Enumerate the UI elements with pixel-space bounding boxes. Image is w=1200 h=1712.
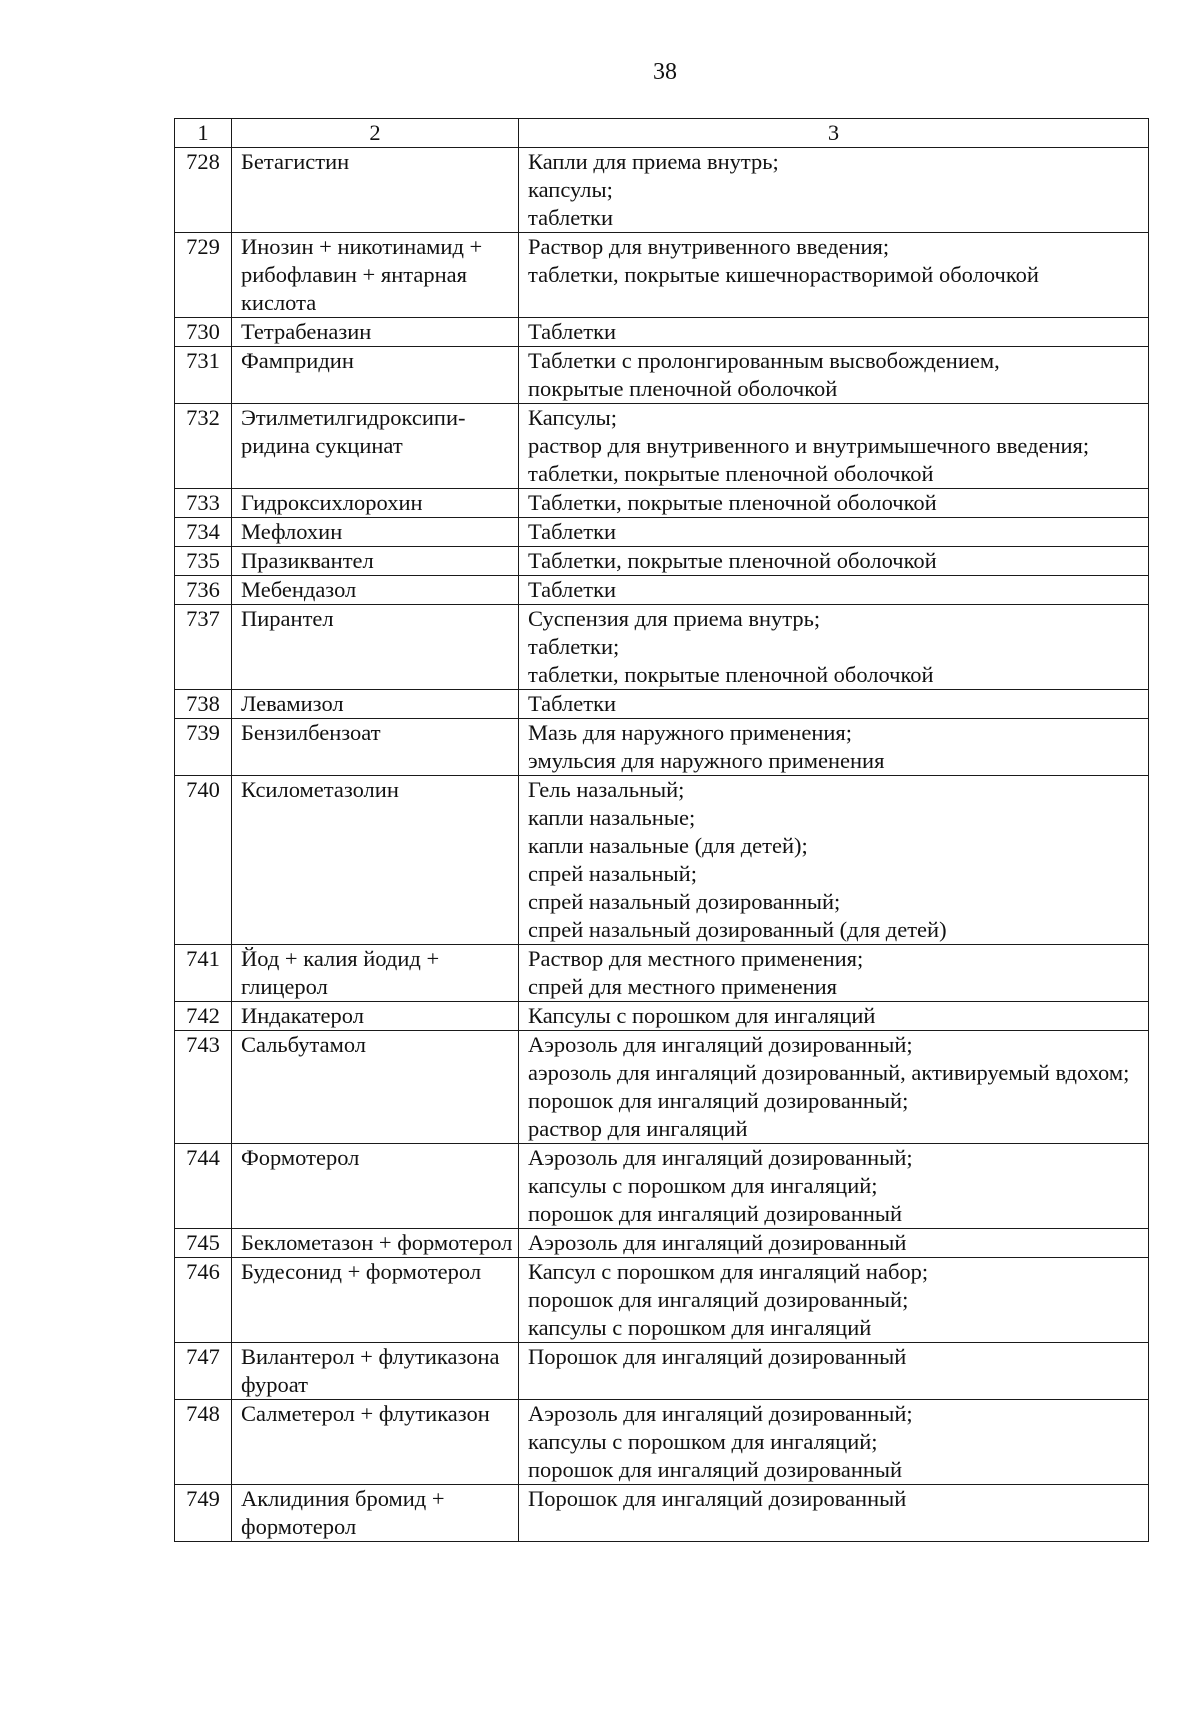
dosage-form-line: капли назальные; — [528, 805, 696, 830]
table-row — [175, 1400, 1149, 1485]
dosage-form-line: капсулы с порошком для ингаляций — [528, 1315, 872, 1340]
dosage-form-line: капли назальные (для детей); — [528, 833, 808, 858]
row-number: 735 — [175, 547, 232, 576]
dosage-form-line: Таблетки — [528, 577, 617, 602]
dosage-form-line: эмульсия для наружного применения — [528, 748, 885, 773]
dosage-form-line: таблетки — [528, 205, 614, 230]
dosage-forms — [519, 1258, 1149, 1343]
dosage-forms — [519, 347, 1149, 404]
drug-name: Мефлохин — [232, 518, 519, 547]
dosage-form-line: Раствор для внутривенного введения; — [528, 234, 890, 259]
dosage-forms — [519, 576, 1149, 605]
table-row — [175, 719, 1149, 776]
dosage-forms — [519, 1229, 1149, 1258]
drug-name: Мебендазол — [232, 576, 519, 605]
table-row — [175, 605, 1149, 690]
dosage-form-line: Капли для приема внутрь; — [528, 149, 779, 174]
dosage-form-line: Аэрозоль для ингаляций дозированный — [528, 1230, 907, 1255]
column-header-name: 2 — [232, 119, 519, 148]
row-number: 730 — [175, 318, 232, 347]
dosage-form-line: покрытые пленочной оболочкой — [528, 376, 838, 401]
drug-name: Фампридин — [232, 347, 519, 404]
dosage-forms — [519, 945, 1149, 1002]
drug-name: Левамизол — [232, 690, 519, 719]
dosage-form-line: Капсулы; — [528, 405, 617, 430]
table-row — [175, 1343, 1149, 1400]
row-number: 740 — [175, 776, 232, 945]
drug-name: Вилантерол + флутиказона фуроат — [232, 1343, 519, 1400]
row-number: 729 — [175, 233, 232, 318]
table-row — [175, 776, 1149, 945]
drug-name: Йод + калия йодид + глицерол — [232, 945, 519, 1002]
row-number: 746 — [175, 1258, 232, 1343]
row-number: 743 — [175, 1031, 232, 1144]
drug-name: Гидроксихлорохин — [232, 489, 519, 518]
dosage-forms — [519, 776, 1149, 945]
dosage-form-line: таблетки, покрытые кишечнорастворимой оболочкой — [528, 262, 1039, 287]
table-row — [175, 576, 1149, 605]
dosage-form-line: таблетки, покрытые пленочной оболочкой — [528, 662, 934, 687]
table-row — [175, 489, 1149, 518]
drug-name: Тетрабеназин — [232, 318, 519, 347]
dosage-form-line: порошок для ингаляций дозированный — [528, 1457, 903, 1482]
dosage-form-line: Аэрозоль для ингаляций дозированный; — [528, 1401, 913, 1426]
dosage-form-line: раствор для ингаляций — [528, 1116, 748, 1141]
row-number: 738 — [175, 690, 232, 719]
dosage-form-line: Капсулы с порошком для ингаляций — [528, 1003, 876, 1028]
table-row — [175, 233, 1149, 318]
table-row — [175, 945, 1149, 1002]
row-number: 739 — [175, 719, 232, 776]
row-number: 748 — [175, 1400, 232, 1485]
table-row — [175, 1258, 1149, 1343]
table-row — [175, 518, 1149, 547]
row-number: 736 — [175, 576, 232, 605]
drug-name: Бензилбензоат — [232, 719, 519, 776]
dosage-form-line: спрей назальный дозированный; — [528, 889, 841, 914]
dosage-forms — [519, 318, 1149, 347]
table-row — [175, 1485, 1149, 1542]
drug-name: Беклометазон + формотерол — [232, 1229, 519, 1258]
header-row — [175, 119, 1149, 148]
dosage-form-line: порошок для ингаляций дозированный; — [528, 1088, 909, 1113]
table-row — [175, 1031, 1149, 1144]
dosage-forms — [519, 690, 1149, 719]
row-number: 749 — [175, 1485, 232, 1542]
dosage-form-line: Капсул с порошком для ингаляций набор; — [528, 1259, 929, 1284]
drug-name: Формотерол — [232, 1144, 519, 1229]
dosage-form-line: спрей назальный дозированный (для детей) — [528, 917, 947, 942]
drug-name: Сальбутамол — [232, 1031, 519, 1144]
drug-name: Празиквантел — [232, 547, 519, 576]
dosage-forms — [519, 518, 1149, 547]
row-number: 732 — [175, 404, 232, 489]
dosage-form-line: капсулы с порошком для ингаляций; — [528, 1429, 878, 1454]
table-row — [175, 148, 1149, 233]
dosage-forms — [519, 1343, 1149, 1400]
dosage-form-line: порошок для ингаляций дозированный — [528, 1201, 903, 1226]
dosage-form-line: Таблетки, покрытые пленочной оболочкой — [528, 490, 937, 515]
dosage-form-line: Таблетки — [528, 691, 617, 716]
dosage-form-line: Мазь для наружного применения; — [528, 720, 852, 745]
table-row — [175, 1002, 1149, 1031]
dosage-forms — [519, 404, 1149, 489]
table-row — [175, 1229, 1149, 1258]
drug-table — [174, 118, 1149, 1542]
dosage-form-line: спрей для местного применения — [528, 974, 838, 999]
drug-name: Салметерол + флутиказон — [232, 1400, 519, 1485]
drug-name: Ксилометазолин — [232, 776, 519, 945]
row-number: 741 — [175, 945, 232, 1002]
dosage-forms — [519, 1400, 1149, 1485]
dosage-form-line: Таблетки — [528, 519, 617, 544]
dosage-forms — [519, 1485, 1149, 1542]
dosage-forms — [519, 148, 1149, 233]
row-number: 744 — [175, 1144, 232, 1229]
dosage-form-line: Аэрозоль для ингаляций дозированный; — [528, 1032, 913, 1057]
dosage-form-line: Порошок для ингаляций дозированный — [528, 1486, 907, 1511]
page-number: 38 — [653, 59, 677, 85]
drug-name: Индакатерол — [232, 1002, 519, 1031]
dosage-forms — [519, 605, 1149, 690]
dosage-form-line: Раствор для местного применения; — [528, 946, 864, 971]
drug-name: Аклидиния бромид + формотерол — [232, 1485, 519, 1542]
dosage-form-line: Таблетки — [528, 319, 617, 344]
dosage-form-line: Суспензия для приема внутрь; — [528, 606, 821, 631]
row-number: 734 — [175, 518, 232, 547]
dosage-forms — [519, 1144, 1149, 1229]
dosage-form-line: Таблетки с пролонгированным высвобождением, — [528, 348, 1000, 373]
table-row — [175, 547, 1149, 576]
dosage-form-line: Гель назальный; — [528, 777, 685, 802]
row-number: 728 — [175, 148, 232, 233]
drug-name: Пирантел — [232, 605, 519, 690]
row-number: 742 — [175, 1002, 232, 1031]
dosage-forms — [519, 233, 1149, 318]
dosage-form-line: аэрозоль для ингаляций дозированный, активируемый вдохом; — [528, 1060, 1130, 1085]
table-header — [175, 119, 1149, 148]
dosage-form-line: Порошок для ингаляций дозированный — [528, 1344, 907, 1369]
dosage-forms — [519, 1002, 1149, 1031]
table-row — [175, 347, 1149, 404]
drug-name: Этилметилгидроксипи-ридина сукцинат — [232, 404, 519, 489]
table-row — [175, 690, 1149, 719]
dosage-form-line: Таблетки, покрытые пленочной оболочкой — [528, 548, 937, 573]
dosage-form-line: Аэрозоль для ингаляций дозированный; — [528, 1145, 913, 1170]
row-number: 747 — [175, 1343, 232, 1400]
column-header-number: 1 — [175, 119, 232, 148]
dosage-forms — [519, 1031, 1149, 1144]
row-number: 731 — [175, 347, 232, 404]
table-body — [175, 148, 1149, 1542]
dosage-forms — [519, 547, 1149, 576]
drug-name: Будесонид + формотерол — [232, 1258, 519, 1343]
dosage-forms — [519, 489, 1149, 518]
dosage-forms — [519, 719, 1149, 776]
row-number: 733 — [175, 489, 232, 518]
dosage-form-line: спрей назальный; — [528, 861, 697, 886]
drug-name: Инозин + никотинамид + рибофлавин + янтарная кислота — [232, 233, 519, 318]
drug-name: Бетагистин — [232, 148, 519, 233]
dosage-form-line: таблетки; — [528, 634, 620, 659]
dosage-form-line: капсулы; — [528, 177, 613, 202]
dosage-form-line: порошок для ингаляций дозированный; — [528, 1287, 909, 1312]
column-header-forms: 3 — [519, 119, 1149, 148]
dosage-form-line: таблетки, покрытые пленочной оболочкой — [528, 461, 934, 486]
row-number: 745 — [175, 1229, 232, 1258]
table-row — [175, 318, 1149, 347]
dosage-form-line: раствор для внутривенного и внутримышечного введения; — [528, 433, 1090, 458]
dosage-form-line: капсулы с порошком для ингаляций; — [528, 1173, 878, 1198]
table-row — [175, 404, 1149, 489]
table-row — [175, 1144, 1149, 1229]
row-number: 737 — [175, 605, 232, 690]
